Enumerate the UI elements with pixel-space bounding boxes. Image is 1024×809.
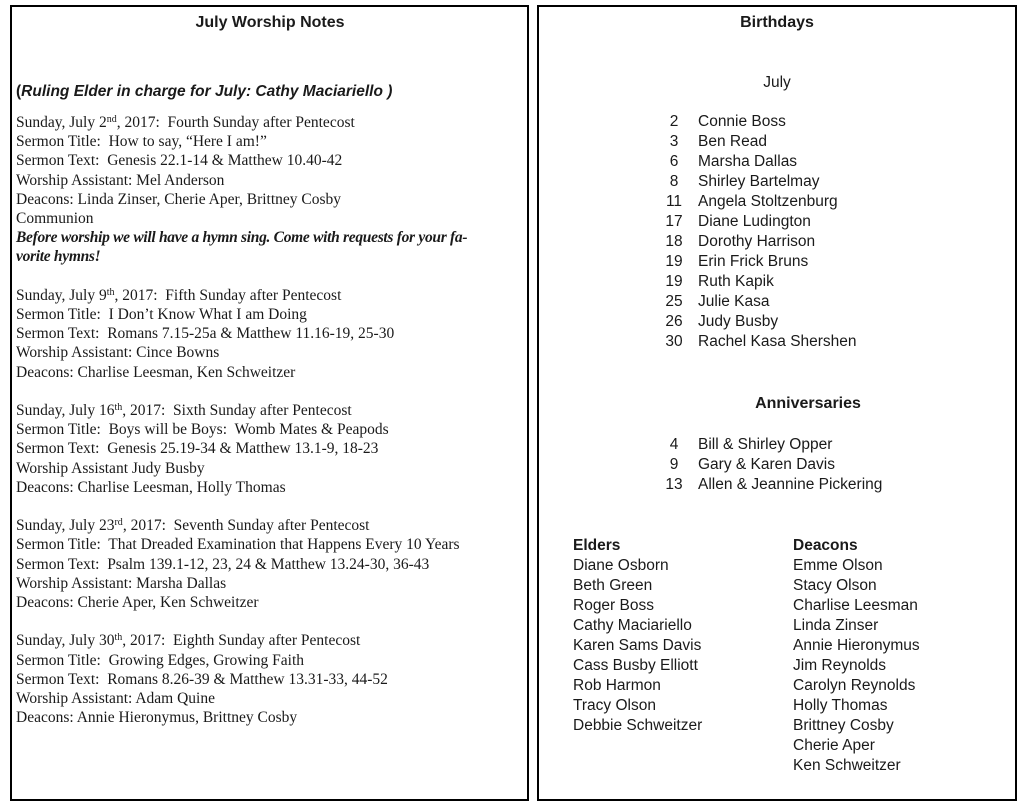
service-detail-line: Worship Assistant: Adam Quine bbox=[16, 690, 215, 708]
person-name: Judy Busby bbox=[698, 313, 779, 330]
service-detail-line: Deacons: Charlise Leesman, Ken Schweitzer bbox=[16, 363, 296, 381]
service-detail-line: Sermon Text: Genesis 25.19-34 & Matthew 13.1-9, 18-23 bbox=[16, 440, 379, 458]
service-detail-line: Sermon Title: Boys will be Boys: Womb Mates & Peapods bbox=[16, 421, 389, 439]
anniversaries-title: Anniversaries bbox=[755, 395, 861, 412]
deacon-name: Charlise Leesman bbox=[793, 597, 918, 614]
anniversary-row bbox=[539, 435, 1015, 455]
service-date-line bbox=[16, 113, 524, 132]
day-number: 19 bbox=[665, 273, 683, 290]
deacon-name: Linda Zinser bbox=[793, 617, 879, 634]
service-note-line: vorite hymns! bbox=[16, 248, 101, 266]
elders-list bbox=[573, 556, 793, 736]
elder-name: Diane Osborn bbox=[573, 557, 669, 574]
date-ordinal-superscript: nd bbox=[106, 113, 117, 125]
person-name: Connie Boss bbox=[698, 113, 786, 130]
ruling-elder-note bbox=[16, 82, 524, 101]
ruling-elder-open-paren: ( bbox=[16, 83, 22, 100]
service-detail-line: Deacons: Linda Zinser, Cherie Aper, Brittney Cosby bbox=[16, 190, 342, 208]
service-block bbox=[16, 286, 524, 382]
service-note-line: Before worship we will have a hymn sing. Come with requests for your fa- bbox=[16, 229, 468, 247]
day-number: 25 bbox=[665, 293, 683, 310]
service-detail-line: Sermon Title: Growing Edges, Growing Faith bbox=[16, 651, 305, 669]
deacon-name: Brittney Cosby bbox=[793, 717, 894, 734]
deacons-column bbox=[793, 536, 920, 776]
birthday-row bbox=[539, 192, 1015, 212]
deacons-title: Deacons bbox=[793, 537, 858, 554]
birthday-row bbox=[539, 212, 1015, 232]
birthdays-title: Birthdays bbox=[740, 14, 814, 31]
deacon-name: Carolyn Reynolds bbox=[793, 677, 916, 694]
deacon-name: Ken Schweitzer bbox=[793, 757, 901, 774]
day-number: 2 bbox=[669, 113, 679, 130]
birthday-row bbox=[539, 232, 1015, 252]
birthday-row bbox=[539, 272, 1015, 292]
day-number: 8 bbox=[669, 173, 679, 190]
deacon-name: Annie Hieronymus bbox=[793, 637, 920, 654]
service-detail-line: Worship Assistant Judy Busby bbox=[16, 459, 205, 477]
month-label: July bbox=[763, 74, 791, 91]
service-detail-line: Communion bbox=[16, 210, 94, 228]
elder-name: Cass Busby Elliott bbox=[573, 657, 698, 674]
service-date-line bbox=[16, 401, 524, 420]
birthday-row bbox=[539, 112, 1015, 132]
birthday-row bbox=[539, 332, 1015, 352]
person-name: Erin Frick Bruns bbox=[698, 253, 809, 270]
service-detail-line: Worship Assistant: Mel Anderson bbox=[16, 171, 225, 189]
elder-name: Roger Boss bbox=[573, 597, 654, 614]
date-text: Sunday, July 16 bbox=[16, 402, 115, 420]
date-text: , 2017: Sixth Sunday after Pentecost bbox=[122, 402, 352, 420]
person-name: Allen & Jeannine Pickering bbox=[698, 476, 883, 493]
date-text: , 2017: Fourth Sunday after Pentecost bbox=[116, 114, 355, 131]
deacons-list bbox=[793, 556, 920, 776]
person-name: Shirley Bartelmay bbox=[698, 173, 820, 190]
day-number: 6 bbox=[669, 153, 679, 170]
anniversary-row bbox=[539, 475, 1015, 495]
person-name: Gary & Karen Davis bbox=[698, 456, 835, 473]
deacon-name: Jim Reynolds bbox=[793, 657, 887, 674]
day-number: 11 bbox=[665, 193, 683, 210]
deacon-name: Stacy Olson bbox=[793, 577, 877, 594]
birthday-row bbox=[539, 152, 1015, 172]
service-detail-line: Sermon Text: Romans 8.26-39 & Matthew 13.31-33, 44-52 bbox=[16, 670, 388, 688]
day-number: 19 bbox=[665, 253, 683, 270]
person-name: Ruth Kapik bbox=[698, 273, 774, 290]
person-name: Bill & Shirley Opper bbox=[698, 436, 833, 453]
day-number: 4 bbox=[669, 436, 679, 453]
service-detail-line: Sermon Text: Genesis 22.1-14 & Matthew 10.40-42 bbox=[16, 152, 343, 170]
elder-name: Beth Green bbox=[573, 577, 653, 594]
person-name: Dorothy Harrison bbox=[698, 233, 816, 250]
service-block bbox=[16, 516, 524, 612]
date-ordinal-superscript: rd bbox=[114, 517, 123, 529]
elder-name: Rob Harmon bbox=[573, 677, 661, 694]
worship-notes-title: July Worship Notes bbox=[195, 14, 345, 31]
person-name: Ben Read bbox=[698, 133, 767, 150]
day-number: 30 bbox=[665, 333, 683, 350]
service-block bbox=[16, 113, 524, 267]
day-number: 9 bbox=[669, 456, 679, 473]
birthday-row bbox=[539, 252, 1015, 272]
elders-title: Elders bbox=[573, 537, 621, 554]
service-detail-line: Sermon Title: How to say, “Here I am!” bbox=[16, 133, 267, 151]
person-name: Julie Kasa bbox=[698, 293, 770, 310]
service-list bbox=[16, 113, 524, 727]
officers-section bbox=[539, 536, 1015, 776]
person-name: Angela Stoltzenburg bbox=[698, 193, 838, 210]
date-text: Sunday, July 2 bbox=[16, 114, 107, 131]
deacon-name: Emme Olson bbox=[793, 557, 883, 574]
person-name: Rachel Kasa Shershen bbox=[698, 333, 857, 350]
day-number: 3 bbox=[669, 133, 679, 150]
service-date-line bbox=[16, 286, 524, 305]
date-text: , 2017: Fifth Sunday after Pentecost bbox=[114, 286, 342, 304]
elder-name: Debbie Schweitzer bbox=[573, 717, 703, 734]
service-block bbox=[16, 401, 524, 497]
service-date-line bbox=[16, 516, 524, 535]
date-text: Sunday, July 9 bbox=[16, 286, 107, 304]
service-detail-line: Deacons: Cherie Aper, Ken Schweitzer bbox=[16, 594, 259, 612]
day-number: 13 bbox=[665, 476, 683, 493]
elders-column bbox=[573, 536, 793, 776]
worship-notes-panel bbox=[10, 5, 529, 801]
ruling-elder-note-text: Ruling Elder in charge for July: Cathy Maciariello ) bbox=[21, 83, 393, 100]
service-detail-line: Sermon Text: Psalm 139.1-12, 23, 24 & Matthew 13.24-30, 36-43 bbox=[16, 555, 430, 573]
deacon-name: Cherie Aper bbox=[793, 737, 875, 754]
day-number: 17 bbox=[665, 213, 683, 230]
date-text: Sunday, July 23 bbox=[16, 517, 115, 535]
anniversary-list bbox=[539, 435, 1015, 495]
service-date-line bbox=[16, 631, 524, 650]
service-detail-line: Sermon Title: That Dreaded Examination that Happens Every 10 Years bbox=[16, 536, 460, 554]
birthday-row bbox=[539, 312, 1015, 332]
deacon-name: Holly Thomas bbox=[793, 697, 888, 714]
date-ordinal-superscript: th bbox=[114, 632, 123, 644]
day-number: 26 bbox=[665, 313, 683, 330]
person-name: Diane Ludington bbox=[698, 213, 811, 230]
date-ordinal-superscript: th bbox=[106, 286, 115, 298]
day-number: 18 bbox=[665, 233, 683, 250]
date-text: , 2017: Seventh Sunday after Pentecost bbox=[122, 517, 370, 535]
birthdays-panel bbox=[537, 5, 1017, 801]
service-block bbox=[16, 631, 524, 727]
anniversary-row bbox=[539, 455, 1015, 475]
service-detail-line: Deacons: Charlise Leesman, Holly Thomas bbox=[16, 478, 286, 496]
service-detail-line: Deacons: Annie Hieronymus, Brittney Cosby bbox=[16, 709, 298, 727]
birthday-list bbox=[539, 112, 1015, 352]
service-detail-line: Sermon Title: I Don’t Know What I am Doing bbox=[16, 306, 307, 324]
person-name: Marsha Dallas bbox=[698, 153, 798, 170]
date-text: , 2017: Eighth Sunday after Pentecost bbox=[122, 632, 361, 650]
service-detail-line: Sermon Text: Romans 7.15-25a & Matthew 11.16-19, 25-30 bbox=[16, 325, 395, 343]
elder-name: Cathy Maciariello bbox=[573, 617, 692, 634]
date-text: Sunday, July 30 bbox=[16, 632, 115, 650]
elder-name: Karen Sams Davis bbox=[573, 637, 702, 654]
date-ordinal-superscript: th bbox=[114, 401, 123, 413]
elder-name: Tracy Olson bbox=[573, 697, 656, 714]
service-detail-line: Worship Assistant: Marsha Dallas bbox=[16, 574, 227, 592]
service-detail-line: Worship Assistant: Cince Bowns bbox=[16, 344, 220, 362]
birthday-row bbox=[539, 132, 1015, 152]
birthday-row bbox=[539, 172, 1015, 192]
birthday-row bbox=[539, 292, 1015, 312]
